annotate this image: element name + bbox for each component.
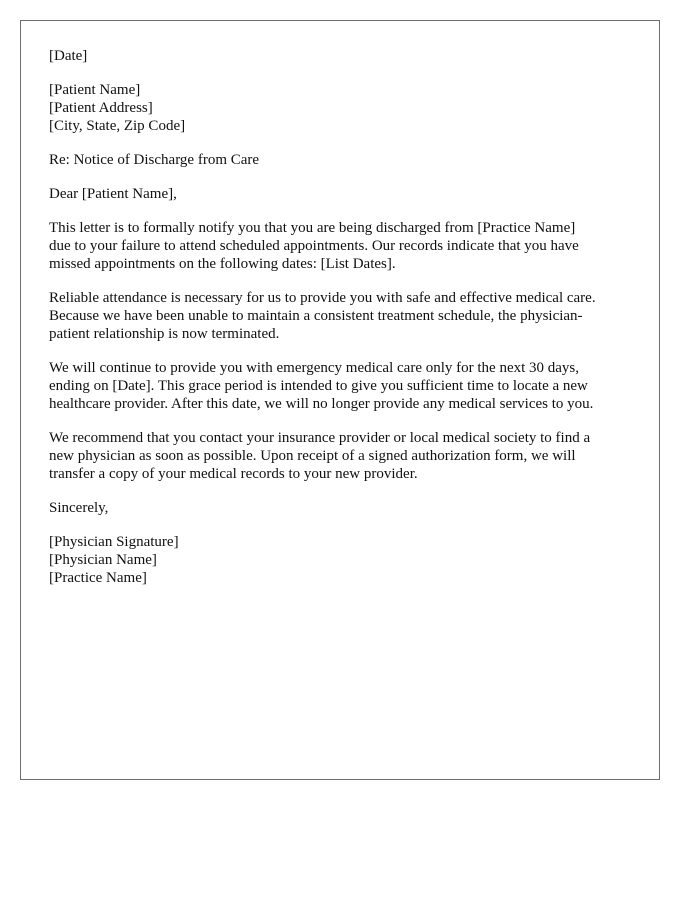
- letter-date: [Date]: [49, 48, 88, 64]
- paragraph-line: ending on [Date]. This grace period is intended to give you sufficient time to locate a new: [49, 378, 588, 394]
- paragraph-line: Because we have been unable to maintain a consistent treatment schedule, the physician-: [49, 308, 583, 324]
- paragraph-line: Reliable attendance is necessary for us to provide you with safe and effective medical care.: [49, 290, 596, 306]
- closing: Sincerely,: [49, 500, 109, 516]
- recipient-address-block: [49, 81, 639, 135]
- paragraph-line: missed appointments on the following dates: [List Dates].: [49, 256, 396, 272]
- paragraph-line: We will continue to provide you with emergency medical care only for the next 30 days,: [49, 360, 580, 376]
- body-paragraph-3: [49, 359, 639, 413]
- recipient-city-state-zip: [City, State, Zip Code]: [49, 118, 186, 134]
- paragraph-line: This letter is to formally notify you that you are being discharged from [Practice Name]: [49, 220, 576, 236]
- salutation-block: [49, 185, 639, 203]
- paragraph-line: new physician as soon as possible. Upon receipt of a signed authorization form, we will: [49, 448, 576, 464]
- practice-name: [Practice Name]: [49, 570, 147, 586]
- paragraph-line: We recommend that you contact your insurance provider or local medical society to find a: [49, 430, 591, 446]
- letter-date-block: [49, 47, 639, 65]
- recipient-address: [Patient Address]: [49, 100, 153, 116]
- physician-name: [Physician Name]: [49, 552, 157, 568]
- recipient-name: [Patient Name]: [49, 82, 141, 98]
- letter-body: [49, 47, 639, 603]
- paragraph-line: patient relationship is now terminated.: [49, 326, 280, 342]
- subject-line-block: [49, 151, 639, 169]
- body-paragraph-4: [49, 429, 639, 483]
- closing-block: [49, 499, 639, 517]
- paragraph-line: due to your failure to attend scheduled appointments. Our records indicate that you have: [49, 238, 579, 254]
- salutation: Dear [Patient Name],: [49, 186, 177, 202]
- letter-page: [20, 20, 660, 780]
- subject-line: Re: Notice of Discharge from Care: [49, 152, 260, 168]
- body-paragraph-2: [49, 289, 639, 343]
- physician-signature: [Physician Signature]: [49, 534, 179, 550]
- body-paragraph-1: [49, 219, 639, 273]
- paragraph-line: healthcare provider. After this date, we will no longer provide any medical services to you.: [49, 396, 594, 412]
- paragraph-line: transfer a copy of your medical records to your new provider.: [49, 466, 418, 482]
- signature-block: [49, 533, 639, 587]
